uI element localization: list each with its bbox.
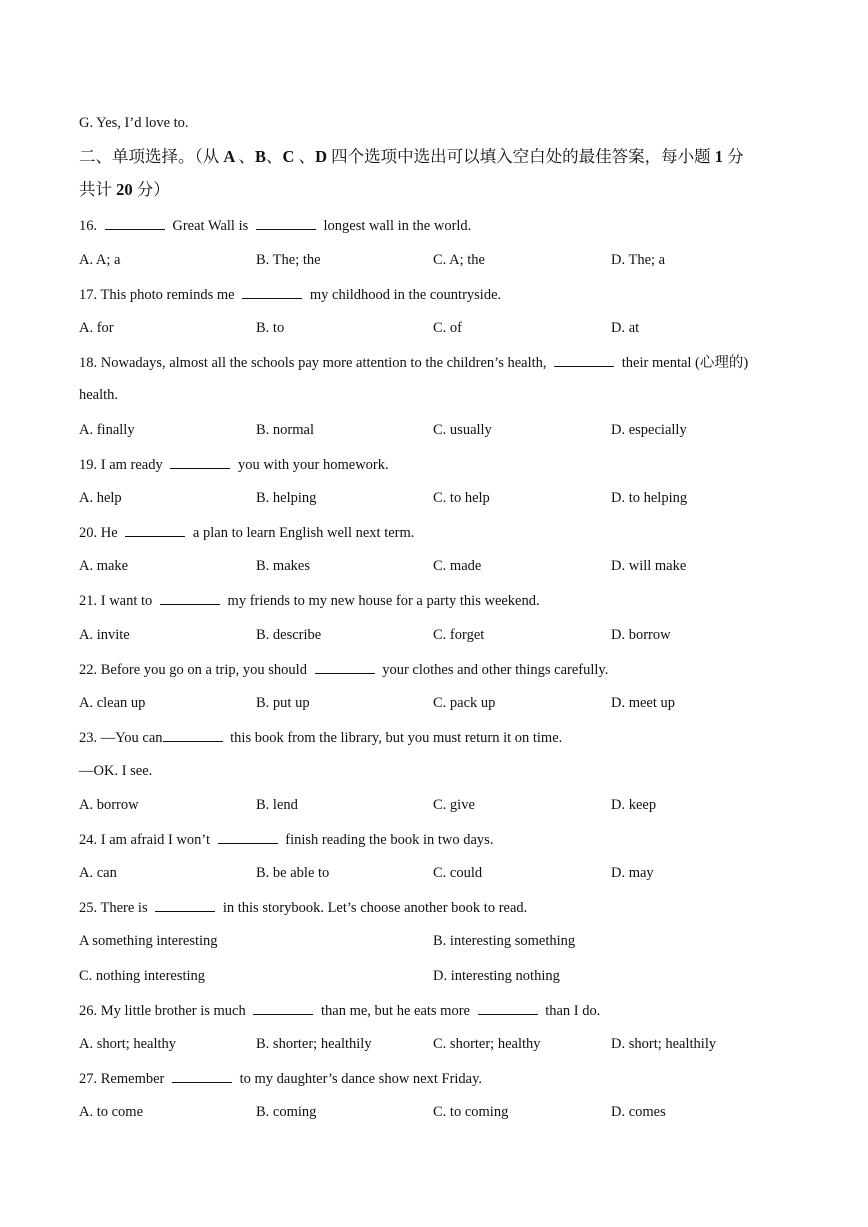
question-17 bbox=[79, 284, 501, 305]
option-d[interactable]: D. may bbox=[611, 865, 654, 881]
section-heading-sep: 、 bbox=[266, 147, 283, 166]
section-heading-letter-d: D bbox=[315, 147, 327, 166]
option-d[interactable]: D. at bbox=[611, 320, 640, 336]
question-text: 27. Remember bbox=[79, 1071, 168, 1087]
option-b[interactable]: B. normal bbox=[256, 422, 314, 438]
section-heading-sep: 、 bbox=[238, 147, 256, 166]
option-a[interactable]: A. finally bbox=[79, 422, 135, 438]
question-text: 20. He bbox=[79, 525, 122, 541]
answer-blank[interactable] bbox=[554, 352, 614, 367]
answer-blank[interactable] bbox=[242, 284, 302, 299]
option-a[interactable]: A. make bbox=[79, 558, 129, 574]
option-b[interactable]: B. shorter; healthily bbox=[256, 1036, 372, 1052]
question-text: 17. This photo reminds me bbox=[79, 287, 239, 303]
answer-blank[interactable] bbox=[105, 215, 165, 230]
option-a[interactable]: A something interesting bbox=[79, 933, 218, 949]
option-d[interactable]: D. interesting nothing bbox=[433, 968, 560, 984]
section-heading-line2 bbox=[79, 180, 170, 200]
section-heading-text: 分 bbox=[727, 147, 744, 166]
option-a[interactable]: A. for bbox=[79, 320, 114, 336]
option-b[interactable]: B. lend bbox=[256, 797, 298, 813]
answer-blank[interactable] bbox=[160, 590, 220, 605]
section-heading bbox=[79, 147, 744, 167]
section-heading-total: 20 bbox=[112, 180, 137, 199]
option-b[interactable]: B. interesting something bbox=[433, 933, 576, 949]
option-d[interactable]: D. borrow bbox=[611, 627, 671, 643]
answer-blank[interactable] bbox=[163, 727, 223, 742]
option-c[interactable]: C. A; the bbox=[433, 252, 485, 268]
question-27 bbox=[79, 1068, 482, 1089]
question-22 bbox=[79, 659, 608, 680]
option-d[interactable]: D. meet up bbox=[611, 695, 676, 711]
answer-blank[interactable] bbox=[256, 215, 316, 230]
answer-blank[interactable] bbox=[315, 659, 375, 674]
option-c[interactable]: C. to help bbox=[433, 490, 490, 506]
question-text: 22. Before you go on a trip, you should bbox=[79, 662, 311, 678]
question-25 bbox=[79, 897, 527, 918]
question-text: 23. —You can bbox=[79, 730, 163, 746]
question-text: you with your homework. bbox=[234, 457, 389, 473]
question-text: 26. My little brother is much bbox=[79, 1003, 250, 1019]
option-d[interactable]: D. short; healthily bbox=[611, 1036, 717, 1052]
answer-blank[interactable] bbox=[253, 1000, 313, 1015]
option-a[interactable]: A. clean up bbox=[79, 695, 146, 711]
question-20 bbox=[79, 522, 414, 543]
option-a[interactable]: A. can bbox=[79, 865, 117, 881]
option-d[interactable]: D. The; a bbox=[611, 252, 666, 268]
section-heading-text: 二、单项选择。（从 bbox=[79, 147, 220, 166]
option-b[interactable]: B. put up bbox=[256, 695, 310, 711]
option-a[interactable]: A. help bbox=[79, 490, 122, 506]
question-23 bbox=[79, 727, 562, 748]
option-c[interactable]: C. nothing interesting bbox=[79, 968, 206, 984]
option-c[interactable]: C. made bbox=[433, 558, 482, 574]
answer-blank[interactable] bbox=[155, 897, 215, 912]
question-text: this book from the library, but you must return it on time. bbox=[226, 730, 563, 746]
option-d[interactable]: D. especially bbox=[611, 422, 687, 438]
question-text: my friends to my new house for a party this weekend. bbox=[223, 593, 540, 609]
option-c[interactable]: C. could bbox=[433, 865, 483, 881]
option-c[interactable]: C. to coming bbox=[433, 1104, 509, 1120]
option-d[interactable]: D. comes bbox=[611, 1104, 666, 1120]
question-text: 18. Nowadays, almost all the schools pay more attention to the children’s health, bbox=[79, 355, 551, 371]
section-heading-score: 1 bbox=[710, 147, 728, 166]
section-heading-letter-c: C bbox=[282, 147, 299, 166]
option-c[interactable]: C. forget bbox=[433, 627, 485, 643]
question-text: to my daughter’s dance show next Friday. bbox=[236, 1071, 483, 1087]
question-18 bbox=[79, 352, 748, 373]
answer-blank[interactable] bbox=[125, 522, 185, 537]
answer-blank[interactable] bbox=[478, 1000, 538, 1015]
option-d[interactable]: D. keep bbox=[611, 797, 657, 813]
question-text: than I do. bbox=[541, 1003, 601, 1019]
question-26 bbox=[79, 1000, 600, 1021]
option-c[interactable]: C. pack up bbox=[433, 695, 496, 711]
option-a[interactable]: A. to come bbox=[79, 1104, 144, 1120]
question-16 bbox=[79, 215, 471, 236]
section-heading-sep: 、 bbox=[298, 147, 316, 166]
answer-blank[interactable] bbox=[218, 829, 278, 844]
question-text: your clothes and other things carefully. bbox=[378, 662, 609, 678]
section-heading-text: 四个选项中选出可以填入空白处的最佳答案，每小题 bbox=[327, 147, 711, 166]
option-c[interactable]: C. usually bbox=[433, 422, 492, 438]
answer-blank[interactable] bbox=[170, 454, 230, 469]
question-text: 19. I am ready bbox=[79, 457, 167, 473]
option-b[interactable]: B. helping bbox=[256, 490, 317, 506]
question-text: a plan to learn English well next term. bbox=[189, 525, 415, 541]
option-b[interactable]: B. coming bbox=[256, 1104, 317, 1120]
option-b[interactable]: B. describe bbox=[256, 627, 322, 643]
question-19 bbox=[79, 454, 389, 475]
option-b[interactable]: B. The; the bbox=[256, 252, 321, 268]
option-b[interactable]: B. be able to bbox=[256, 865, 330, 881]
option-c[interactable]: C. shorter; healthy bbox=[433, 1036, 541, 1052]
answer-blank[interactable] bbox=[172, 1068, 232, 1083]
question-24 bbox=[79, 829, 493, 850]
section-heading-text: 共计 bbox=[79, 180, 112, 199]
question-21 bbox=[79, 590, 540, 611]
question-text: in this storybook. Let’s choose another book to read. bbox=[219, 900, 528, 916]
section-heading-letter-a: A bbox=[219, 147, 239, 166]
question-text: my childhood in the countryside. bbox=[306, 287, 502, 303]
option-a[interactable]: A. invite bbox=[79, 627, 130, 643]
question-text: 21. I want to bbox=[79, 593, 156, 609]
question-text: than me, but he eats more bbox=[317, 1003, 474, 1019]
option-b[interactable]: B. makes bbox=[256, 558, 310, 574]
option-d[interactable]: D. will make bbox=[611, 558, 687, 574]
option-c[interactable]: C. of bbox=[433, 320, 462, 336]
option-g-line: G. Yes, I’d love to. bbox=[79, 115, 189, 131]
question-23-reply: —OK. I see. bbox=[79, 763, 153, 779]
question-text: 25. There is bbox=[79, 900, 152, 916]
option-d[interactable]: D. to helping bbox=[611, 490, 688, 506]
section-heading-text: 分） bbox=[136, 180, 170, 199]
question-text: 16. bbox=[79, 218, 101, 234]
question-text: their mental (心理的) bbox=[618, 355, 749, 371]
option-a[interactable]: A. A; a bbox=[79, 252, 121, 268]
option-b[interactable]: B. to bbox=[256, 320, 285, 336]
question-18-continued: health. bbox=[79, 387, 119, 403]
question-text: finish reading the book in two days. bbox=[281, 832, 494, 848]
question-text: longest wall in the world. bbox=[319, 218, 472, 234]
question-text: 24. I am afraid I won’t bbox=[79, 832, 214, 848]
option-a[interactable]: A. borrow bbox=[79, 797, 139, 813]
question-text: Great Wall is bbox=[168, 218, 252, 234]
section-heading-letter-b: B bbox=[255, 147, 267, 166]
option-a[interactable]: A. short; healthy bbox=[79, 1036, 177, 1052]
option-c[interactable]: C. give bbox=[433, 797, 475, 813]
